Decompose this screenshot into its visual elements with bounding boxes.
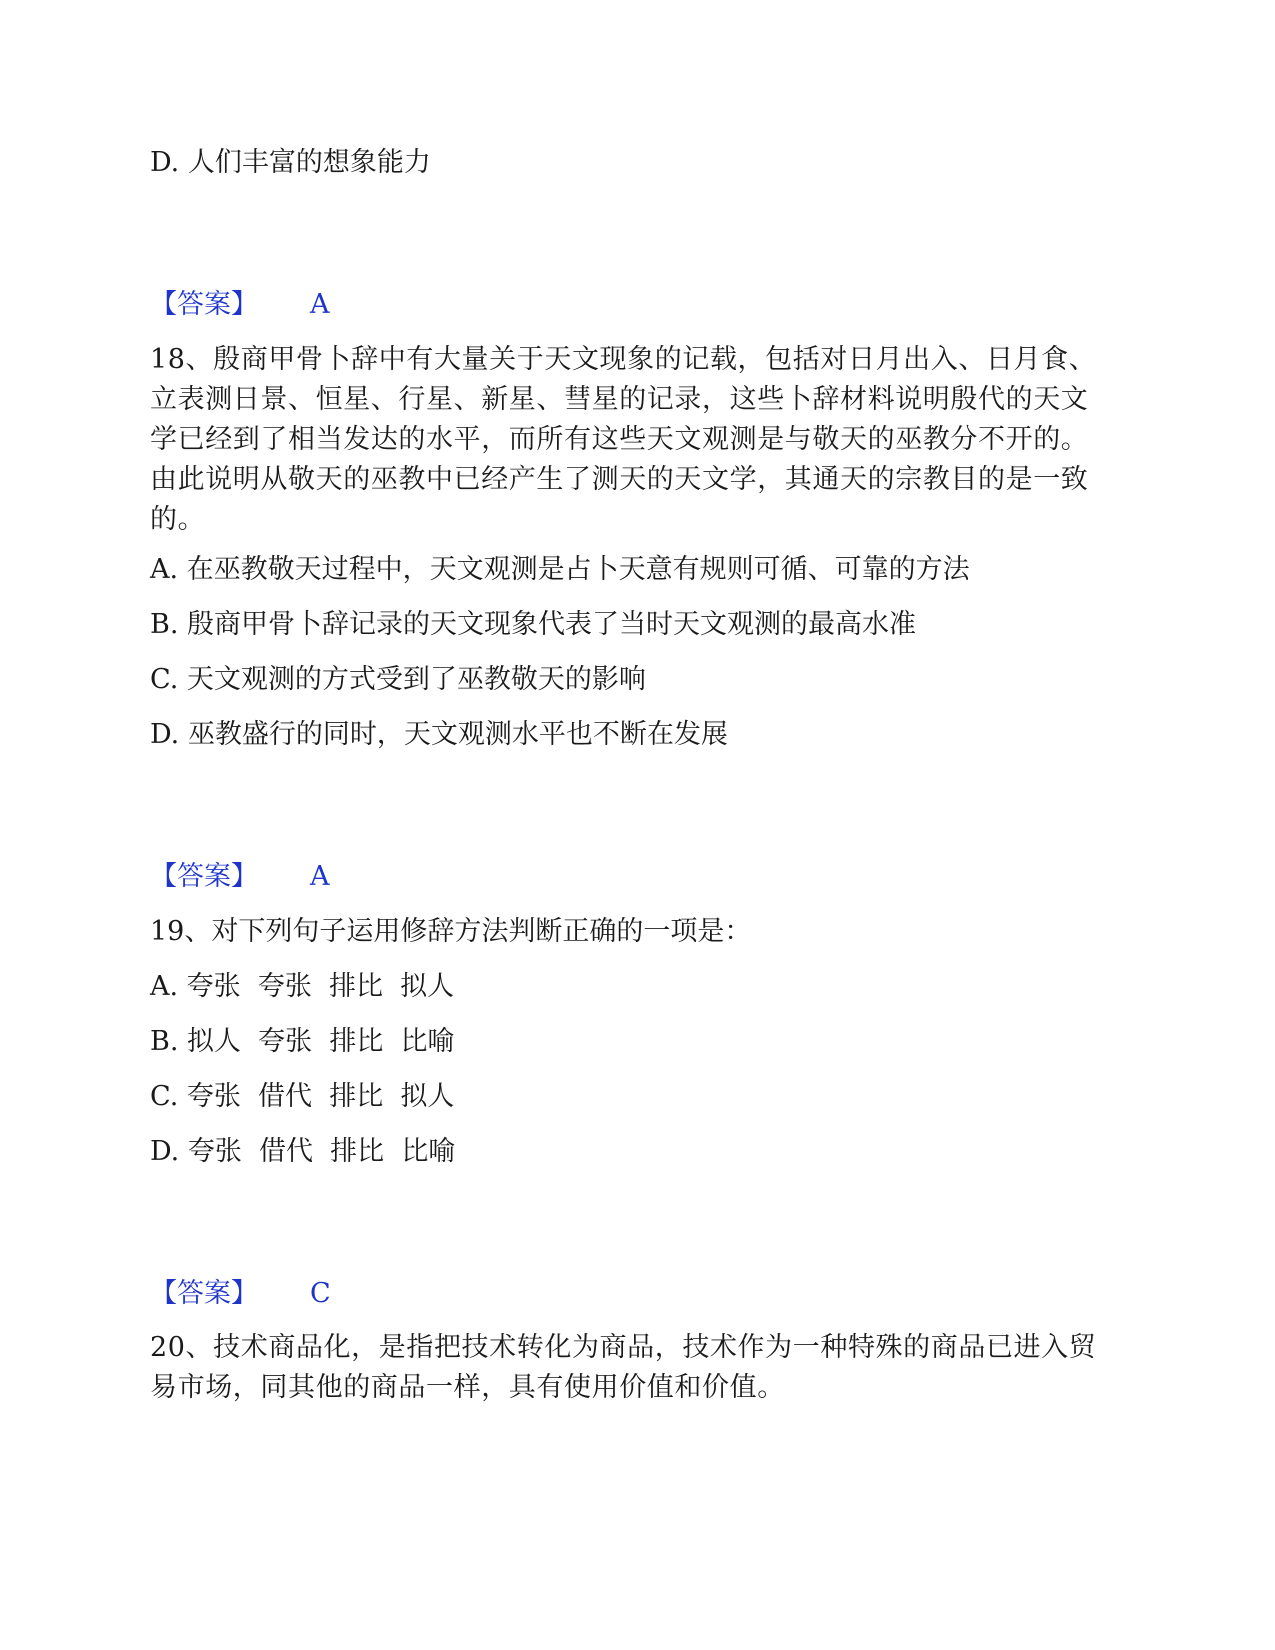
answer-18 xyxy=(150,857,330,897)
answer-value: A xyxy=(310,861,330,892)
answer-label: 【答案】 xyxy=(150,1278,258,1309)
q18-option-d: D. 巫教盛行的同时，天文观测水平也不断在发展 xyxy=(150,719,728,750)
answer-label: 【答案】 xyxy=(150,861,258,892)
q19-option-b: B. 拟人 夸张 排比 比喻 xyxy=(150,1026,455,1057)
answer-label: 【答案】 xyxy=(150,289,258,320)
q20-stem: 20、技术商品化，是指把技术转化为商品，技术作为一种特殊的商品已进入贸易市场，同其他的商品一样，具有使用价值和价值。 xyxy=(150,1332,1097,1403)
q19-option-a: A. 夸张 夸张 排比 拟人 xyxy=(150,971,455,1002)
q19-option-d: D. 夸张 借代 排比 比喻 xyxy=(150,1136,456,1167)
q18-stem: 18、殷商甲骨卜辞中有大量关于天文现象的记载，包括对日月出入、日月食、立表测日景、恒星、行星、新星、彗星的记录，这些卜辞材料说明殷代的天文学已经到了相当发达的水平，而所有这些天文观测是与敬天的巫教分不开的。由此说明从敬天的巫教中已经产生了测天的天文学，其通天的宗教目的是一致的。 xyxy=(150,344,1097,535)
answer-value: A xyxy=(310,289,330,320)
answer-19 xyxy=(150,1274,331,1314)
q18-option-a: A. 在巫教敬天过程中，天文观测是占卜天意有规则可循、可靠的方法 xyxy=(150,554,970,585)
q18-option-b: B. 殷商甲骨卜辞记录的天文现象代表了当时天文观测的最高水准 xyxy=(150,609,917,640)
answer-value: C xyxy=(310,1278,331,1309)
q18-option-c: C. 天文观测的方式受到了巫教敬天的影响 xyxy=(150,664,646,695)
q19-stem: 19、对下列句子运用修辞方法判断正确的一项是： xyxy=(150,916,752,947)
answer-17 xyxy=(150,285,330,325)
q19-option-c: C. 夸张 借代 排比 拟人 xyxy=(150,1081,455,1112)
q17-option-d: D. 人们丰富的想象能力 xyxy=(150,147,431,178)
